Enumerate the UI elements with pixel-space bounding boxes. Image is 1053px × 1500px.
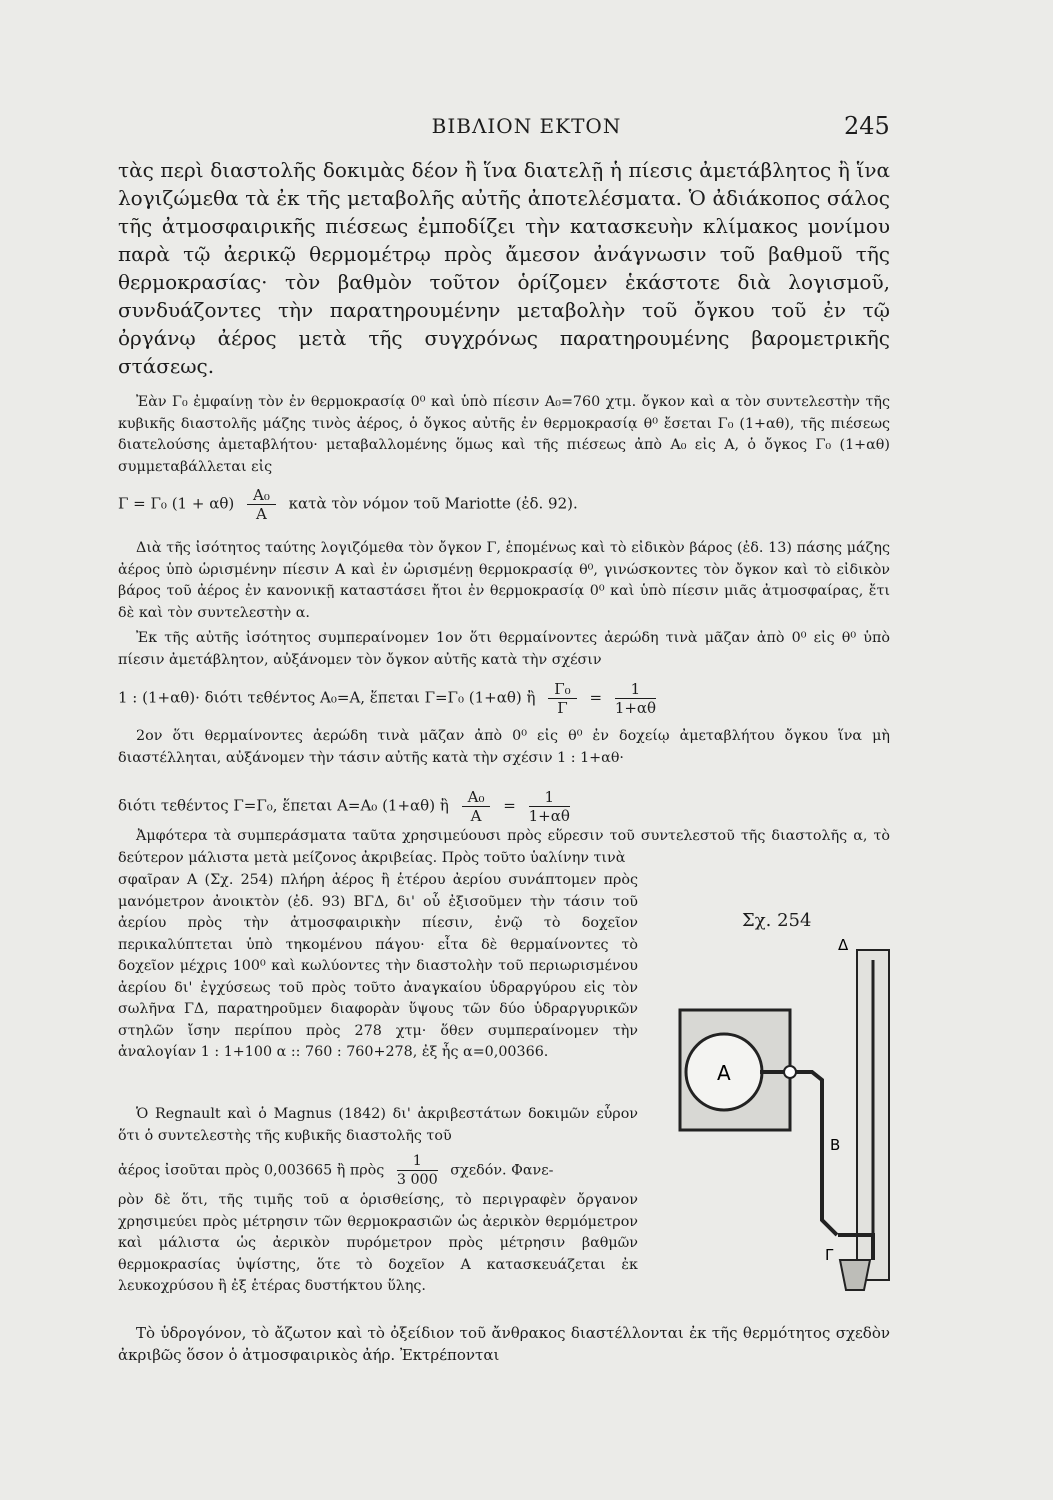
text-after-fraction: σχεδόν. Φανε- (450, 1162, 554, 1179)
paragraph-5: 2ον ὅτι θερμαίνοντες ἀερώδη τινὰ μᾶζαν ἀπὸ 0⁰ εἰς θ⁰ ἐν δοχείῳ ἀμεταβλήτου ὄγκου ἵνα μὴ διαστέλληται, αὐξάνομεν τὴν τάσιν αὐτῆς κατὰ τὴν σχέσιν 1 : 1+αθ· (118, 728, 890, 766)
paragraph-7-fraction-line (118, 1152, 638, 1189)
denominator: 1+αθ (528, 807, 570, 825)
fraction (462, 788, 491, 825)
numerator: Α₀ (462, 788, 491, 807)
fraction (615, 680, 656, 717)
equals-sign: = (589, 688, 603, 707)
denominator: 1+αθ (614, 699, 657, 717)
formula-lhs: Γ = Γ₀ (1 + αθ) (118, 494, 235, 513)
label-b: Β (830, 1136, 841, 1154)
numerator: Γ₀ (548, 680, 576, 699)
denominator: Γ (557, 699, 568, 717)
figure-caption: Σχ. 254 (742, 910, 812, 931)
numerator: 1 (397, 1152, 438, 1171)
numerator: Α₀ (247, 486, 276, 505)
paragraph-8: Τὸ ὑδρογόνον, τὸ ἄζωτον καὶ τὸ ὀξείδιον τοῦ ἄνθρακος διαστέλλονται ἐκ τῆς θερμότητος σχεδὸν ἀκριβῶς ὅσον ὁ ἀτμοσφαιρικὸς ἀήρ. Ἐκτρέπονται (118, 1324, 890, 1364)
denominator: Α (256, 505, 267, 523)
mercury-cup (840, 1260, 870, 1290)
stopcock-icon (784, 1066, 796, 1078)
paragraph-2: Ἐὰν Γ₀ ἐμφαίνῃ τὸν ἐν θερμοκρασίᾳ 0⁰ καὶ ὑπὸ πίεσιν Α₀=760 χτμ. ὄγκον καὶ α τὸν συντελεστὴν τῆς κυβικῆς διαστολῆς μάζης τινὸς ἀέρος, ὁ ὄγκος αὐτῆς ἐν θερμοκρασίᾳ θ⁰ ἔσεται Γ₀ (1+αθ), τῆς πιέσεως διατελούσης ἀμεταβλήτου· μεταβαλλομένης ὅμως καὶ τῆς πιέσεως ἀπὸ Α₀ εἰς Α, ὁ ὄγκος Γ₀ (1+αθ) συμμεταβάλλεται εἰς (118, 394, 890, 475)
paragraph-4: Ἐκ τῆς αὐτῆς ἰσότητος συμπεραίνομεν 1ον ὅτι θερμαίνοντες ἀερώδη τινὰ μᾶζαν ἀπὸ 0⁰ εἰς θ⁰ ὑπὸ πίεσιν ἀμετάβλητον, αὐξάνομεν τὸν ὄγκον αὐτῆς κατὰ τὴν σχέσιν (118, 630, 890, 668)
denominator: 3 000 (396, 1172, 438, 1188)
paragraph-7: Ὁ Regnault καὶ ὁ Magnus (1842) δι' ἀκριβεστάτων δοκιμῶν εὗρον ὅτι ὁ συντελεστὴς τῆς κυβικῆς διαστολῆς τοῦ (118, 1106, 638, 1144)
denominator: Α (470, 807, 482, 825)
text-before-fraction: ἀέρος ἰσοῦται πρὸς 0,003665 ἢ πρὸς (118, 1162, 385, 1179)
label-g: Γ (825, 1246, 834, 1264)
formula-pressure (118, 788, 890, 825)
equals-sign: = (503, 796, 516, 815)
formula-rhs: κατὰ τὸν νόμον τοῦ Mariotte (ἐδ. 92). (288, 494, 578, 513)
label-a: Α (717, 1061, 731, 1085)
formula-volume (118, 680, 890, 717)
numerator: 1 (615, 680, 656, 699)
paragraph-6-continued: σφαῖραν Α (Σχ. 254) πλήρη ἀέρος ἢ ἑτέρου ἀερίου συνάπτομεν πρὸς μανόμετρον ἀνοικτὸν (ἐδ. 93) ΒΓΔ, δι' οὗ ἐξισοῦμεν τὴν τάσιν τοῦ ἀερίου πρὸς τὴν ἀτμοσφαιρικὴν πίεσιν, ἐνῷ τὸ δοχεῖον περικαλύπτεται ὑπὸ τηκομένου πάγου· εἶτα δὲ θερμαίνοντες τὸ δοχεῖον μέχρις 100⁰ καὶ κωλύοντες τὴν διαστολὴν τοῦ περιωρισμένου ἀερίου δι' ἐγχύσεως τοῦ πρὸς τοῦτο ἀναγκαίου ὑδραργύρου εἰς τὸν σωλῆνα ΓΔ, παρατηροῦμεν διαφορὰν ὕψους τῶν δύο ὑδραργυρικῶν στηλῶν ἴσην περίπου πρὸς 278 χτμ· ὅθεν συμπεραίνομεν τὴν ἀναλογίαν 1 : 1+100 α :: 760 : 760+278, ἐξ ἧς α=0,00366. (118, 872, 638, 1060)
formula-lhs: διότι τεθέντος Γ=Γ₀, ἕπεται Α=Α₀ (1+αθ) ἢ (118, 796, 449, 815)
paragraph-1: τὰς περὶ διαστολῆς δοκιμὰς δέον ἢ ἵνα διατελῇ ἡ πίεσις ἀμετάβλητος ἢ ἵνα λογιζώμεθα τὰ ἐκ τῆς μεταβολῆς αὐτῆς ἀποτελέσματα. Ὁ ἀδιάκοπος σάλος τῆς ἀτμοσφαιρικῆς πιέσεως ἐμποδίζει τὴν κατασκευὴν κλίμακος μονίμου παρὰ τῷ ἀερικῷ θερμομέτρῳ πρὸς ἄμεσον ἀνάγνωσιν τοῦ βαθμοῦ τῆς θερμοκρασίας· τὸν βαθμὸν τοῦτον ὁρίζομεν ἑκάστοτε διὰ λογισμοῦ, συνδυάζοντες τὴν παρατηρουμένην μεταβολὴν τοῦ ὄγκου τοῦ ἐν τῷ ὀργάνῳ ἀέρος μετὰ τῆς συγχρόνως παρατηρουμένης βαρομετρικῆς στάσεως. (118, 158, 890, 378)
formula-mariotte (118, 486, 890, 523)
fraction (397, 1152, 438, 1189)
fraction (529, 788, 570, 825)
paragraph-7-continued: ρὸν δὲ ὅτι, τῆς τιμῆς τοῦ α ὁρισθείσης, τὸ περιγραφὲν ὄργανον χρησιμεύει πρὸς μέτρησιν τῶν θερμοκρασιῶν ὡς ἀερικὸν θερμόμετρον καὶ μάλιστα ὡς ἀερικὸν πυρόμετρον πρὸς μέτρησιν βαθμῶν θερμοκρασίας ὑψίστης, ὅτε τὸ δοχεῖον Α κατασκευάζεται ἐκ λευκοχρύσου ἢ ἐξ ἑτέρας δυστήκτου ὕλης. (118, 1192, 638, 1294)
page-number: 245 (844, 112, 890, 140)
apparatus-figure (662, 930, 902, 1310)
fraction (247, 486, 276, 523)
paragraph-6: Ἀμφότερα τὰ συμπεράσματα ταῦτα χρησιμεύουσι πρὸς εὕρεσιν τοῦ συντελεστοῦ τῆς διαστολῆς α, τὸ δεύτερον μάλιστα μετὰ μείζονος ἀκριβείας. Πρὸς τοῦτο ὑαλίνην τινὰ (118, 828, 890, 866)
label-d: Δ (838, 936, 849, 954)
formula-lhs: 1 : (1+αθ)· διότι τεθέντος Α₀=Α, ἕπεται Γ=Γ₀ (1+αθ) ἢ (118, 688, 536, 707)
numerator: 1 (529, 788, 570, 807)
fraction (548, 680, 576, 717)
paragraph-3: Διὰ τῆς ἰσότητος ταύτης λογιζόμεθα τὸν ὄγκον Γ, ἑπομένως καὶ τὸ εἰδικὸν βάρος (ἐδ. 13) πάσης μάζης ἀέρος ὑπὸ ὡρισμένην πίεσιν Α καὶ ἐν ὡρισμένῃ θερμοκρασίᾳ θ⁰, γινώσκοντες τὸν ὄγκον καὶ τὸ εἰδικὸν βάρος τοῦ ἀέρος ἐν κανονικῇ καταστάσει ἤτοι ἐν θερμοκρασίᾳ 0⁰ καὶ ὑπὸ πίεσιν μιᾶς ἀτμοσφαίρας, ἔτι δὲ καὶ τὸν συντελεστὴν α. (118, 540, 890, 621)
running-header: ΒΙΒΛΙΟΝ ΕΚΤΟΝ (431, 114, 622, 138)
